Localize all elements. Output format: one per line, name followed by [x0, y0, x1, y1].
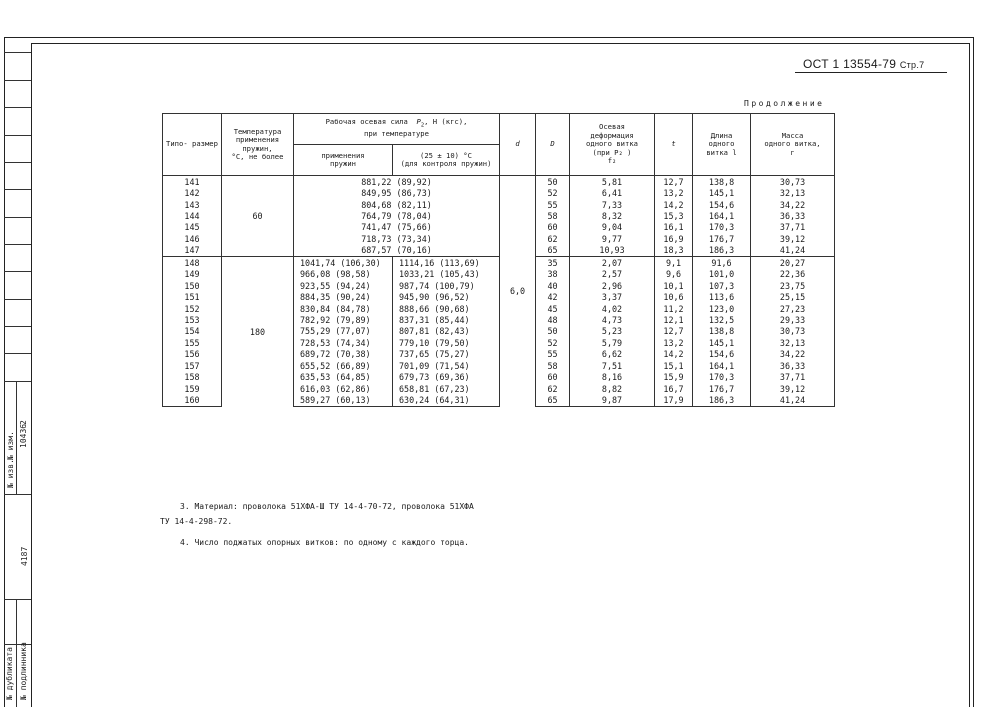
col-t-header: t	[655, 114, 693, 176]
cell-type: 157	[163, 360, 222, 371]
side-bottom-value: 4187	[20, 546, 29, 566]
side-izm-label: № изм.	[6, 431, 15, 460]
cell-deformation: 7,51	[570, 360, 655, 371]
cell-type: 150	[163, 280, 222, 291]
cell-mass: 29,33	[751, 314, 835, 325]
cell-deformation: 4,02	[570, 303, 655, 314]
side-izv-value: 10436	[19, 423, 28, 448]
cell-length: 186,3	[693, 394, 751, 406]
continuation-label: Продолжение	[744, 99, 825, 108]
cell-mass: 20,27	[751, 257, 835, 269]
cell-force-control: 1033,21 (105,43)	[393, 269, 500, 280]
cell-force: 849,95 (86,73)	[294, 187, 500, 198]
cell-D: 62	[536, 233, 570, 244]
strip-line	[4, 189, 31, 190]
cell-deformation: 5,81	[570, 176, 655, 188]
table-row	[163, 257, 835, 269]
cell-d: 6,0	[500, 176, 536, 407]
side-izm-value: 2	[19, 420, 28, 425]
cell-D: 52	[536, 187, 570, 198]
cell-force-control: 779,10 (79,50)	[393, 337, 500, 348]
note-3-line-2: ТУ 14-4-298-72.	[160, 517, 233, 526]
cell-force-control: 679,73 (69,36)	[393, 371, 500, 382]
col-force-header: Рабочая осевая сила $P_2$, Н (кгс), при температуре	[294, 114, 500, 145]
cell-type: 152	[163, 303, 222, 314]
cell-length: 170,3	[693, 371, 751, 382]
cell-t: 13,2	[655, 337, 693, 348]
cell-deformation: 2,07	[570, 257, 655, 269]
cell-deformation: 5,23	[570, 326, 655, 337]
cell-D: 50	[536, 326, 570, 337]
cell-force-control: 658,81 (67,23)	[393, 383, 500, 394]
strip-line	[4, 326, 31, 327]
cell-type: 151	[163, 291, 222, 302]
strip-line	[4, 135, 31, 136]
cell-length: 176,7	[693, 383, 751, 394]
strip-line	[4, 299, 31, 300]
cell-mass: 30,73	[751, 176, 835, 188]
cell-type: 155	[163, 337, 222, 348]
cell-force-control: 837,31 (85,44)	[393, 314, 500, 325]
strip-line	[4, 162, 31, 163]
cell-t: 15,3	[655, 210, 693, 221]
cell-type: 141	[163, 176, 222, 188]
cell-deformation: 9,04	[570, 222, 655, 233]
cell-t: 12,7	[655, 326, 693, 337]
cell-D: 45	[536, 303, 570, 314]
cell-force-control: 888,66 (90,68)	[393, 303, 500, 314]
cell-D: 65	[536, 394, 570, 406]
cell-type: 160	[163, 394, 222, 406]
cell-force: 764,79 (78,04)	[294, 210, 500, 221]
cell-length: 186,3	[693, 245, 751, 257]
cell-force: 804,68 (82,11)	[294, 199, 500, 210]
side-dubl-label: № дубликата	[5, 647, 14, 700]
cell-type: 156	[163, 349, 222, 360]
strip-line	[4, 271, 31, 272]
cell-mass: 34,22	[751, 349, 835, 360]
cell-force-control: 1114,16 (113,69)	[393, 257, 500, 269]
cell-D: 35	[536, 257, 570, 269]
cell-force-control: 737,65 (75,27)	[393, 349, 500, 360]
cell-length: 138,8	[693, 326, 751, 337]
cell-force-apply: 782,92 (79,89)	[294, 314, 393, 325]
cell-force-apply: 689,72 (70,38)	[294, 349, 393, 360]
cell-length: 170,3	[693, 222, 751, 233]
col-deformation-header: Осевая деформация одного витка (при P₂ ) f₂	[570, 114, 655, 176]
col-force-apply-header: применения пружин	[294, 145, 393, 176]
cell-length: 145,1	[693, 187, 751, 198]
cell-force-apply: 884,35 (90,24)	[294, 291, 393, 302]
cell-t: 18,3	[655, 245, 693, 257]
cell-D: 48	[536, 314, 570, 325]
col-D-header: D	[536, 114, 570, 176]
cell-t: 14,2	[655, 199, 693, 210]
cell-force-apply: 966,08 (98,58)	[294, 269, 393, 280]
cell-t: 9,6	[655, 269, 693, 280]
cell-type: 154	[163, 326, 222, 337]
cell-deformation: 8,32	[570, 210, 655, 221]
cell-force-control: 630,24 (64,31)	[393, 394, 500, 406]
cell-deformation: 4,73	[570, 314, 655, 325]
cell-mass: 27,23	[751, 303, 835, 314]
strip-line	[4, 80, 31, 81]
cell-length: 107,3	[693, 280, 751, 291]
cell-deformation: 9,77	[570, 233, 655, 244]
cell-deformation: 8,16	[570, 371, 655, 382]
cell-length: 101,0	[693, 269, 751, 280]
cell-length: 113,6	[693, 291, 751, 302]
side-izv-label: № изв.	[6, 459, 15, 488]
cell-t: 15,9	[655, 371, 693, 382]
cell-mass: 34,22	[751, 199, 835, 210]
cell-mass: 37,71	[751, 222, 835, 233]
cell-type: 158	[163, 371, 222, 382]
cell-type: 153	[163, 314, 222, 325]
col-d-header: d	[500, 114, 536, 176]
cell-type: 142	[163, 187, 222, 198]
cell-force-apply: 655,52 (66,89)	[294, 360, 393, 371]
cell-D: 55	[536, 349, 570, 360]
cell-length: 91,6	[693, 257, 751, 269]
cell-t: 13,2	[655, 187, 693, 198]
cell-mass: 39,12	[751, 233, 835, 244]
strip-line	[4, 217, 31, 218]
cell-type: 159	[163, 383, 222, 394]
cell-force-control: 987,74 (100,79)	[393, 280, 500, 291]
cell-t: 15,1	[655, 360, 693, 371]
cell-type: 149	[163, 269, 222, 280]
cell-force-apply: 1041,74 (106,30)	[294, 257, 393, 269]
cell-force: 718,73 (73,34)	[294, 233, 500, 244]
spring-parameters-table	[162, 113, 835, 407]
cell-force-control: 701,09 (71,54)	[393, 360, 500, 371]
cell-force: 881,22 (89,92)	[294, 176, 500, 188]
cell-length: 154,6	[693, 349, 751, 360]
cell-mass: 41,24	[751, 245, 835, 257]
cell-mass: 22,36	[751, 269, 835, 280]
cell-force-apply: 755,29 (77,07)	[294, 326, 393, 337]
strip-divider	[16, 381, 17, 494]
cell-force: 741,47 (75,66)	[294, 222, 500, 233]
cell-mass: 41,24	[751, 394, 835, 406]
col-force-control-header: (25 ± 10) °С (для контроля пружин)	[393, 145, 500, 176]
cell-D: 62	[536, 383, 570, 394]
cell-length: 138,8	[693, 176, 751, 188]
col-mass-header: Масса одного витка, г	[751, 114, 835, 176]
cell-t: 17,9	[655, 394, 693, 406]
strip-line	[4, 494, 31, 495]
cell-mass: 30,73	[751, 326, 835, 337]
col-length-header: Длина одного витка l	[693, 114, 751, 176]
cell-deformation: 10,93	[570, 245, 655, 257]
note-3-line-1: 3. Материал: проволока 51ХФА-Ш ТУ 14-4-70-72, проволока 51ХФА	[180, 502, 474, 511]
cell-t: 12,1	[655, 314, 693, 325]
strip-line	[4, 107, 31, 108]
cell-D: 60	[536, 222, 570, 233]
cell-mass: 36,33	[751, 210, 835, 221]
cell-t: 14,2	[655, 349, 693, 360]
cell-temp: 60	[222, 176, 294, 257]
header-underline	[795, 72, 947, 73]
cell-mass: 32,13	[751, 187, 835, 198]
cell-deformation: 3,37	[570, 291, 655, 302]
strip-line	[4, 353, 31, 354]
cell-mass: 37,71	[751, 371, 835, 382]
col-type-header: Типо- размер	[163, 114, 222, 176]
cell-D: 65	[536, 245, 570, 257]
cell-t: 11,2	[655, 303, 693, 314]
cell-deformation: 2,96	[570, 280, 655, 291]
cell-D: 40	[536, 280, 570, 291]
cell-D: 60	[536, 371, 570, 382]
cell-force-control: 945,90 (96,52)	[393, 291, 500, 302]
strip-line	[4, 52, 31, 53]
cell-length: 123,0	[693, 303, 751, 314]
cell-mass: 25,15	[751, 291, 835, 302]
cell-mass: 32,13	[751, 337, 835, 348]
cell-force-apply: 616,03 (62,86)	[294, 383, 393, 394]
document-code	[803, 57, 924, 71]
cell-length: 132,5	[693, 314, 751, 325]
cell-force-apply: 589,27 (60,13)	[294, 394, 393, 406]
cell-type: 145	[163, 222, 222, 233]
cell-deformation: 6,41	[570, 187, 655, 198]
cell-deformation: 7,33	[570, 199, 655, 210]
cell-D: 52	[536, 337, 570, 348]
cell-force-apply: 728,53 (74,34)	[294, 337, 393, 348]
cell-length: 164,1	[693, 360, 751, 371]
cell-deformation: 8,82	[570, 383, 655, 394]
cell-type: 144	[163, 210, 222, 221]
strip-line	[4, 244, 31, 245]
cell-deformation: 5,79	[570, 337, 655, 348]
cell-mass: 39,12	[751, 383, 835, 394]
cell-D: 58	[536, 360, 570, 371]
strip-line	[4, 599, 31, 600]
cell-length: 164,1	[693, 210, 751, 221]
cell-D: 55	[536, 199, 570, 210]
cell-force-apply: 635,53 (64,85)	[294, 371, 393, 382]
cell-length: 145,1	[693, 337, 751, 348]
cell-mass: 23,75	[751, 280, 835, 291]
cell-t: 16,1	[655, 222, 693, 233]
note-4: 4. Число поджатых опорных витков: по одному с каждого торца.	[180, 538, 469, 547]
cell-force-apply: 830,84 (84,78)	[294, 303, 393, 314]
cell-force: 687,57 (70,16)	[294, 245, 500, 257]
cell-force-control: 807,81 (82,43)	[393, 326, 500, 337]
cell-D: 38	[536, 269, 570, 280]
cell-t: 9,1	[655, 257, 693, 269]
cell-deformation: 2,57	[570, 269, 655, 280]
cell-deformation: 9,87	[570, 394, 655, 406]
cell-length: 154,6	[693, 199, 751, 210]
cell-D: 58	[536, 210, 570, 221]
cell-type: 148	[163, 257, 222, 269]
cell-deformation: 6,62	[570, 349, 655, 360]
strip-divider	[16, 599, 17, 707]
table-row	[163, 176, 835, 188]
cell-force-apply: 923,55 (94,24)	[294, 280, 393, 291]
cell-D: 50	[536, 176, 570, 188]
col-temp-header: Температура применения пружин, °С, не более	[222, 114, 294, 176]
cell-t: 10,1	[655, 280, 693, 291]
cell-type: 147	[163, 245, 222, 257]
page-number: Стр.7	[899, 60, 925, 70]
cell-type: 143	[163, 199, 222, 210]
strip-line	[4, 381, 31, 382]
cell-D: 42	[536, 291, 570, 302]
side-podl-label: № подлинника	[19, 642, 28, 700]
document-code-text: ОСТ 1 13554-79	[803, 57, 897, 71]
cell-temp: 180	[222, 257, 294, 407]
cell-t: 10,6	[655, 291, 693, 302]
cell-t: 12,7	[655, 176, 693, 188]
cell-mass: 36,33	[751, 360, 835, 371]
cell-length: 176,7	[693, 233, 751, 244]
cell-t: 16,9	[655, 233, 693, 244]
cell-type: 146	[163, 233, 222, 244]
cell-t: 16,7	[655, 383, 693, 394]
